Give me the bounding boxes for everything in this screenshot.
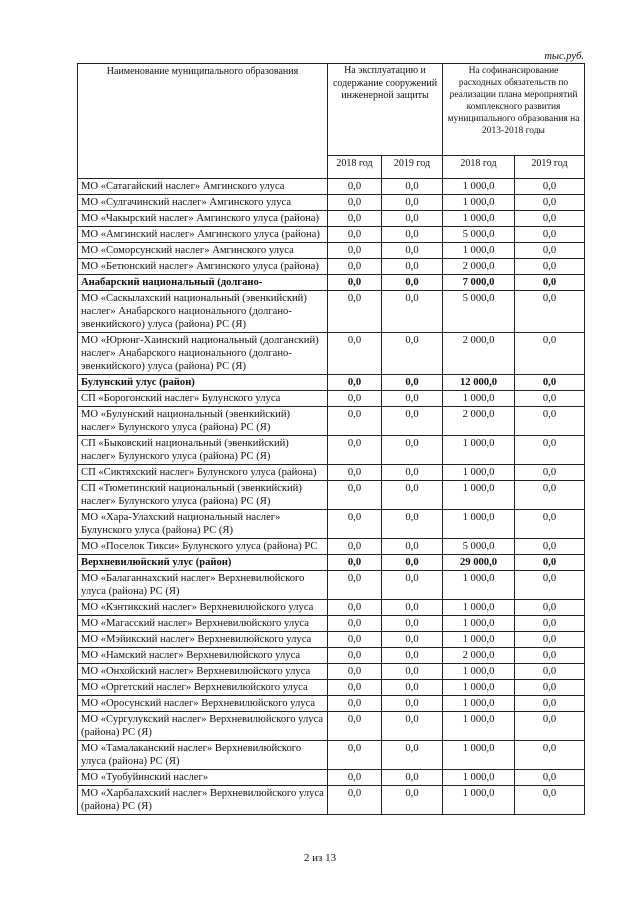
municipality-name-cell: СП «Борогонский наслег» Булунского улуса: [78, 391, 328, 407]
page-number: 2 из 13: [303, 852, 337, 864]
value-cell: 0,0: [382, 291, 443, 333]
value-cell: 0,0: [382, 333, 443, 375]
value-cell: 0,0: [382, 275, 443, 291]
value-cell: 0,0: [515, 555, 585, 571]
value-cell: 0,0: [328, 465, 382, 481]
value-cell: 1 000,0: [443, 696, 515, 712]
value-cell: 0,0: [515, 648, 585, 664]
municipality-name-cell: Верхневилюйский улус (район): [78, 555, 328, 571]
value-cell: 0,0: [328, 786, 382, 815]
table-row: [78, 275, 585, 291]
value-cell: 1 000,0: [443, 770, 515, 786]
value-cell: 0,0: [382, 696, 443, 712]
value-cell: 0,0: [382, 786, 443, 815]
value-cell: 0,0: [328, 571, 382, 600]
header-year: 2018 год: [443, 156, 515, 179]
table-row: [78, 680, 585, 696]
municipality-name-cell: МО «Туобуйинский наслег»: [78, 770, 328, 786]
municipality-name-cell: МО «Тамалаканский наслег» Верхневилюйского улуса (района) РС (Я): [78, 741, 328, 770]
value-cell: 0,0: [382, 712, 443, 741]
table-row: [78, 333, 585, 375]
value-cell: 0,0: [382, 259, 443, 275]
value-cell: 1 000,0: [443, 465, 515, 481]
unit-label: тыс.руб.: [544, 51, 584, 62]
municipality-name-cell: МО «Сулгачинский наслег» Амгинского улуса: [78, 195, 328, 211]
value-cell: 0,0: [515, 786, 585, 815]
value-cell: 1 000,0: [443, 243, 515, 259]
table-row: [78, 227, 585, 243]
value-cell: 0,0: [328, 539, 382, 555]
value-cell: 0,0: [382, 243, 443, 259]
value-cell: 0,0: [382, 211, 443, 227]
municipality-name-cell: МО «Сургулукский наслег» Верхневилюйского улуса (района) РС (Я): [78, 712, 328, 741]
municipality-name-cell: МО «Булунский национальный (эвенкийский) наслег» Булунского улуса (района) РС (Я): [78, 407, 328, 436]
value-cell: 0,0: [382, 391, 443, 407]
value-cell: 0,0: [515, 179, 585, 195]
value-cell: 0,0: [515, 195, 585, 211]
municipality-name-cell: Анабарский национальный (долгано-: [78, 275, 328, 291]
value-cell: 0,0: [515, 333, 585, 375]
value-cell: 0,0: [515, 436, 585, 465]
value-cell: 0,0: [328, 259, 382, 275]
value-cell: 0,0: [515, 571, 585, 600]
value-cell: 0,0: [515, 259, 585, 275]
municipality-name-cell: МО «Намский наслег» Верхневилюйского улуса: [78, 648, 328, 664]
municipality-name-cell: МО «Бетюнский наслег» Амгинского улуса (района): [78, 259, 328, 275]
value-cell: 1 000,0: [443, 632, 515, 648]
value-cell: 0,0: [515, 375, 585, 391]
table-row: [78, 648, 585, 664]
municipality-name-cell: МО «Амгинский наслег» Амгинского улуса (района): [78, 227, 328, 243]
budget-table: [77, 63, 585, 815]
table-row: [78, 510, 585, 539]
value-cell: 0,0: [515, 741, 585, 770]
value-cell: 0,0: [328, 770, 382, 786]
value-cell: 0,0: [515, 712, 585, 741]
value-cell: 0,0: [382, 407, 443, 436]
header-row: [78, 64, 585, 156]
header-year: 2019 год: [515, 156, 585, 179]
municipality-name-cell: МО «Поселок Тикси» Булунского улуса (района) РС: [78, 539, 328, 555]
value-cell: 0,0: [328, 555, 382, 571]
value-cell: 0,0: [328, 195, 382, 211]
value-cell: 0,0: [382, 481, 443, 510]
value-cell: 0,0: [328, 227, 382, 243]
header-group-cofinancing: На софинансирование расходных обязательств по реализации плана мероприятий комплексного развития муниципального образования на 2013-2018 годы: [443, 64, 585, 156]
table-row: [78, 786, 585, 815]
table-row: [78, 600, 585, 616]
value-cell: 0,0: [382, 616, 443, 632]
table-row: [78, 481, 585, 510]
value-cell: 0,0: [328, 741, 382, 770]
value-cell: 0,0: [382, 227, 443, 243]
value-cell: 0,0: [328, 696, 382, 712]
value-cell: 0,0: [515, 227, 585, 243]
value-cell: 1 000,0: [443, 712, 515, 741]
value-cell: 0,0: [382, 741, 443, 770]
value-cell: 1 000,0: [443, 571, 515, 600]
value-cell: 0,0: [328, 333, 382, 375]
value-cell: 0,0: [515, 616, 585, 632]
value-cell: 0,0: [328, 243, 382, 259]
table-row: [78, 375, 585, 391]
value-cell: 0,0: [382, 436, 443, 465]
value-cell: 1 000,0: [443, 391, 515, 407]
value-cell: 0,0: [382, 555, 443, 571]
value-cell: 1 000,0: [443, 680, 515, 696]
value-cell: 0,0: [515, 391, 585, 407]
value-cell: 5 000,0: [443, 539, 515, 555]
value-cell: 0,0: [328, 600, 382, 616]
value-cell: 0,0: [515, 481, 585, 510]
table-row: [78, 741, 585, 770]
value-cell: 1 000,0: [443, 616, 515, 632]
municipality-name-cell: СП «Тюметинский национальный (эвенкийский) наслег» Булунского улуса (района) РС (Я): [78, 481, 328, 510]
table-row: [78, 770, 585, 786]
value-cell: 0,0: [515, 680, 585, 696]
value-cell: 0,0: [515, 291, 585, 333]
value-cell: 1 000,0: [443, 510, 515, 539]
table-row: [78, 195, 585, 211]
value-cell: 1 000,0: [443, 211, 515, 227]
table-row: [78, 179, 585, 195]
value-cell: 0,0: [382, 648, 443, 664]
table-row: [78, 391, 585, 407]
value-cell: 0,0: [328, 664, 382, 680]
value-cell: 0,0: [382, 632, 443, 648]
value-cell: 0,0: [382, 179, 443, 195]
municipality-name-cell: МО «Оргетский наслег» Верхневилюйского улуса: [78, 680, 328, 696]
value-cell: 2 000,0: [443, 333, 515, 375]
municipality-name-cell: МО «Саскылахский национальный (эвенкийский) наслег» Анабарского национального (долгано-эвенкийского) улуса (района) РС (Я): [78, 291, 328, 333]
header-year: 2019 год: [382, 156, 443, 179]
municipality-name-cell: МО «Кэнтикский наслег» Верхневилюйского улуса: [78, 600, 328, 616]
table-row: [78, 712, 585, 741]
value-cell: 0,0: [328, 407, 382, 436]
value-cell: 0,0: [328, 179, 382, 195]
value-cell: 0,0: [328, 436, 382, 465]
table-row: [78, 696, 585, 712]
municipality-name-cell: СП «Быковский национальный (эвенкийский) наслег» Булунского улуса (района) РС (Я): [78, 436, 328, 465]
header-year: 2018 год: [328, 156, 382, 179]
value-cell: 0,0: [328, 510, 382, 539]
municipality-name-cell: МО «Балаганнахский наслег» Верхневилюйского улуса (района) РС (Я): [78, 571, 328, 600]
value-cell: 0,0: [328, 632, 382, 648]
value-cell: 2 000,0: [443, 407, 515, 436]
value-cell: 0,0: [382, 680, 443, 696]
table-row: [78, 243, 585, 259]
value-cell: 1 000,0: [443, 481, 515, 510]
value-cell: 1 000,0: [443, 741, 515, 770]
value-cell: 2 000,0: [443, 259, 515, 275]
table-row: [78, 664, 585, 680]
value-cell: 12 000,0: [443, 375, 515, 391]
value-cell: 0,0: [328, 291, 382, 333]
table-row: [78, 632, 585, 648]
municipality-name-cell: СП «Сиктяхский наслег» Булунского улуса (района): [78, 465, 328, 481]
value-cell: 0,0: [382, 600, 443, 616]
municipality-name-cell: МО «Харбалахский наслег» Верхневилюйского улуса (района) РС (Я): [78, 786, 328, 815]
value-cell: 0,0: [382, 510, 443, 539]
value-cell: 0,0: [382, 664, 443, 680]
municipality-name-cell: МО «Сатагайский наслег» Амгинского улуса: [78, 179, 328, 195]
table-row: [78, 571, 585, 600]
value-cell: 0,0: [515, 275, 585, 291]
municipality-name-cell: МО «Соморсунский наслег» Амгинского улуса: [78, 243, 328, 259]
municipality-name-cell: МО «Магасский наслег» Верхневилюйского улуса: [78, 616, 328, 632]
value-cell: 0,0: [382, 465, 443, 481]
header-name-column: Наименование муниципального образования: [78, 64, 328, 179]
value-cell: 0,0: [515, 211, 585, 227]
value-cell: 0,0: [515, 770, 585, 786]
value-cell: 1 000,0: [443, 600, 515, 616]
value-cell: 0,0: [515, 600, 585, 616]
value-cell: 0,0: [328, 712, 382, 741]
municipality-name-cell: МО «Онхойский наслег» Верхневилюйского улуса: [78, 664, 328, 680]
value-cell: 0,0: [515, 465, 585, 481]
value-cell: 1 000,0: [443, 179, 515, 195]
table-row: [78, 616, 585, 632]
value-cell: 1 000,0: [443, 436, 515, 465]
table-row: [78, 211, 585, 227]
value-cell: 0,0: [515, 664, 585, 680]
value-cell: 0,0: [515, 632, 585, 648]
table-row: [78, 291, 585, 333]
table-row: [78, 465, 585, 481]
header-group-maintenance: На эксплуатацию и содержание сооружений инженерной защиты: [328, 64, 443, 156]
value-cell: 0,0: [328, 616, 382, 632]
value-cell: 5 000,0: [443, 291, 515, 333]
municipality-name-cell: МО «Мэйикский наслег» Верхневилюйского улуса: [78, 632, 328, 648]
value-cell: 0,0: [515, 696, 585, 712]
value-cell: 2 000,0: [443, 648, 515, 664]
value-cell: 0,0: [515, 243, 585, 259]
value-cell: 0,0: [328, 275, 382, 291]
municipality-name-cell: МО «Чакырский наслег» Амгинского улуса (района): [78, 211, 328, 227]
value-cell: 5 000,0: [443, 227, 515, 243]
value-cell: 0,0: [328, 481, 382, 510]
value-cell: 0,0: [328, 391, 382, 407]
value-cell: 7 000,0: [443, 275, 515, 291]
value-cell: 0,0: [515, 407, 585, 436]
value-cell: 1 000,0: [443, 786, 515, 815]
municipality-name-cell: Булунский улус (район): [78, 375, 328, 391]
value-cell: 0,0: [382, 195, 443, 211]
municipality-name-cell: МО «Оросунский наслег» Верхневилюйского улуса: [78, 696, 328, 712]
municipality-name-cell: МО «Юрюнг-Хаинский национальный (долганский) наслег» Анабарского национального (долгано-эвенкийского) улуса (района) РС (Я): [78, 333, 328, 375]
table-body: [78, 179, 585, 815]
value-cell: 0,0: [328, 375, 382, 391]
table-row: [78, 436, 585, 465]
value-cell: 1 000,0: [443, 664, 515, 680]
value-cell: 1 000,0: [443, 195, 515, 211]
value-cell: 0,0: [328, 680, 382, 696]
value-cell: 0,0: [328, 648, 382, 664]
value-cell: 0,0: [515, 539, 585, 555]
value-cell: 0,0: [328, 211, 382, 227]
table-row: [78, 539, 585, 555]
value-cell: 0,0: [515, 510, 585, 539]
municipality-name-cell: МО «Хара-Улахский национальный наслег» Булунского улуса (района) РС (Я): [78, 510, 328, 539]
table-row: [78, 259, 585, 275]
value-cell: 0,0: [382, 539, 443, 555]
value-cell: 29 000,0: [443, 555, 515, 571]
table-row: [78, 407, 585, 436]
table-row: [78, 555, 585, 571]
value-cell: 0,0: [382, 770, 443, 786]
value-cell: 0,0: [382, 375, 443, 391]
value-cell: 0,0: [382, 571, 443, 600]
